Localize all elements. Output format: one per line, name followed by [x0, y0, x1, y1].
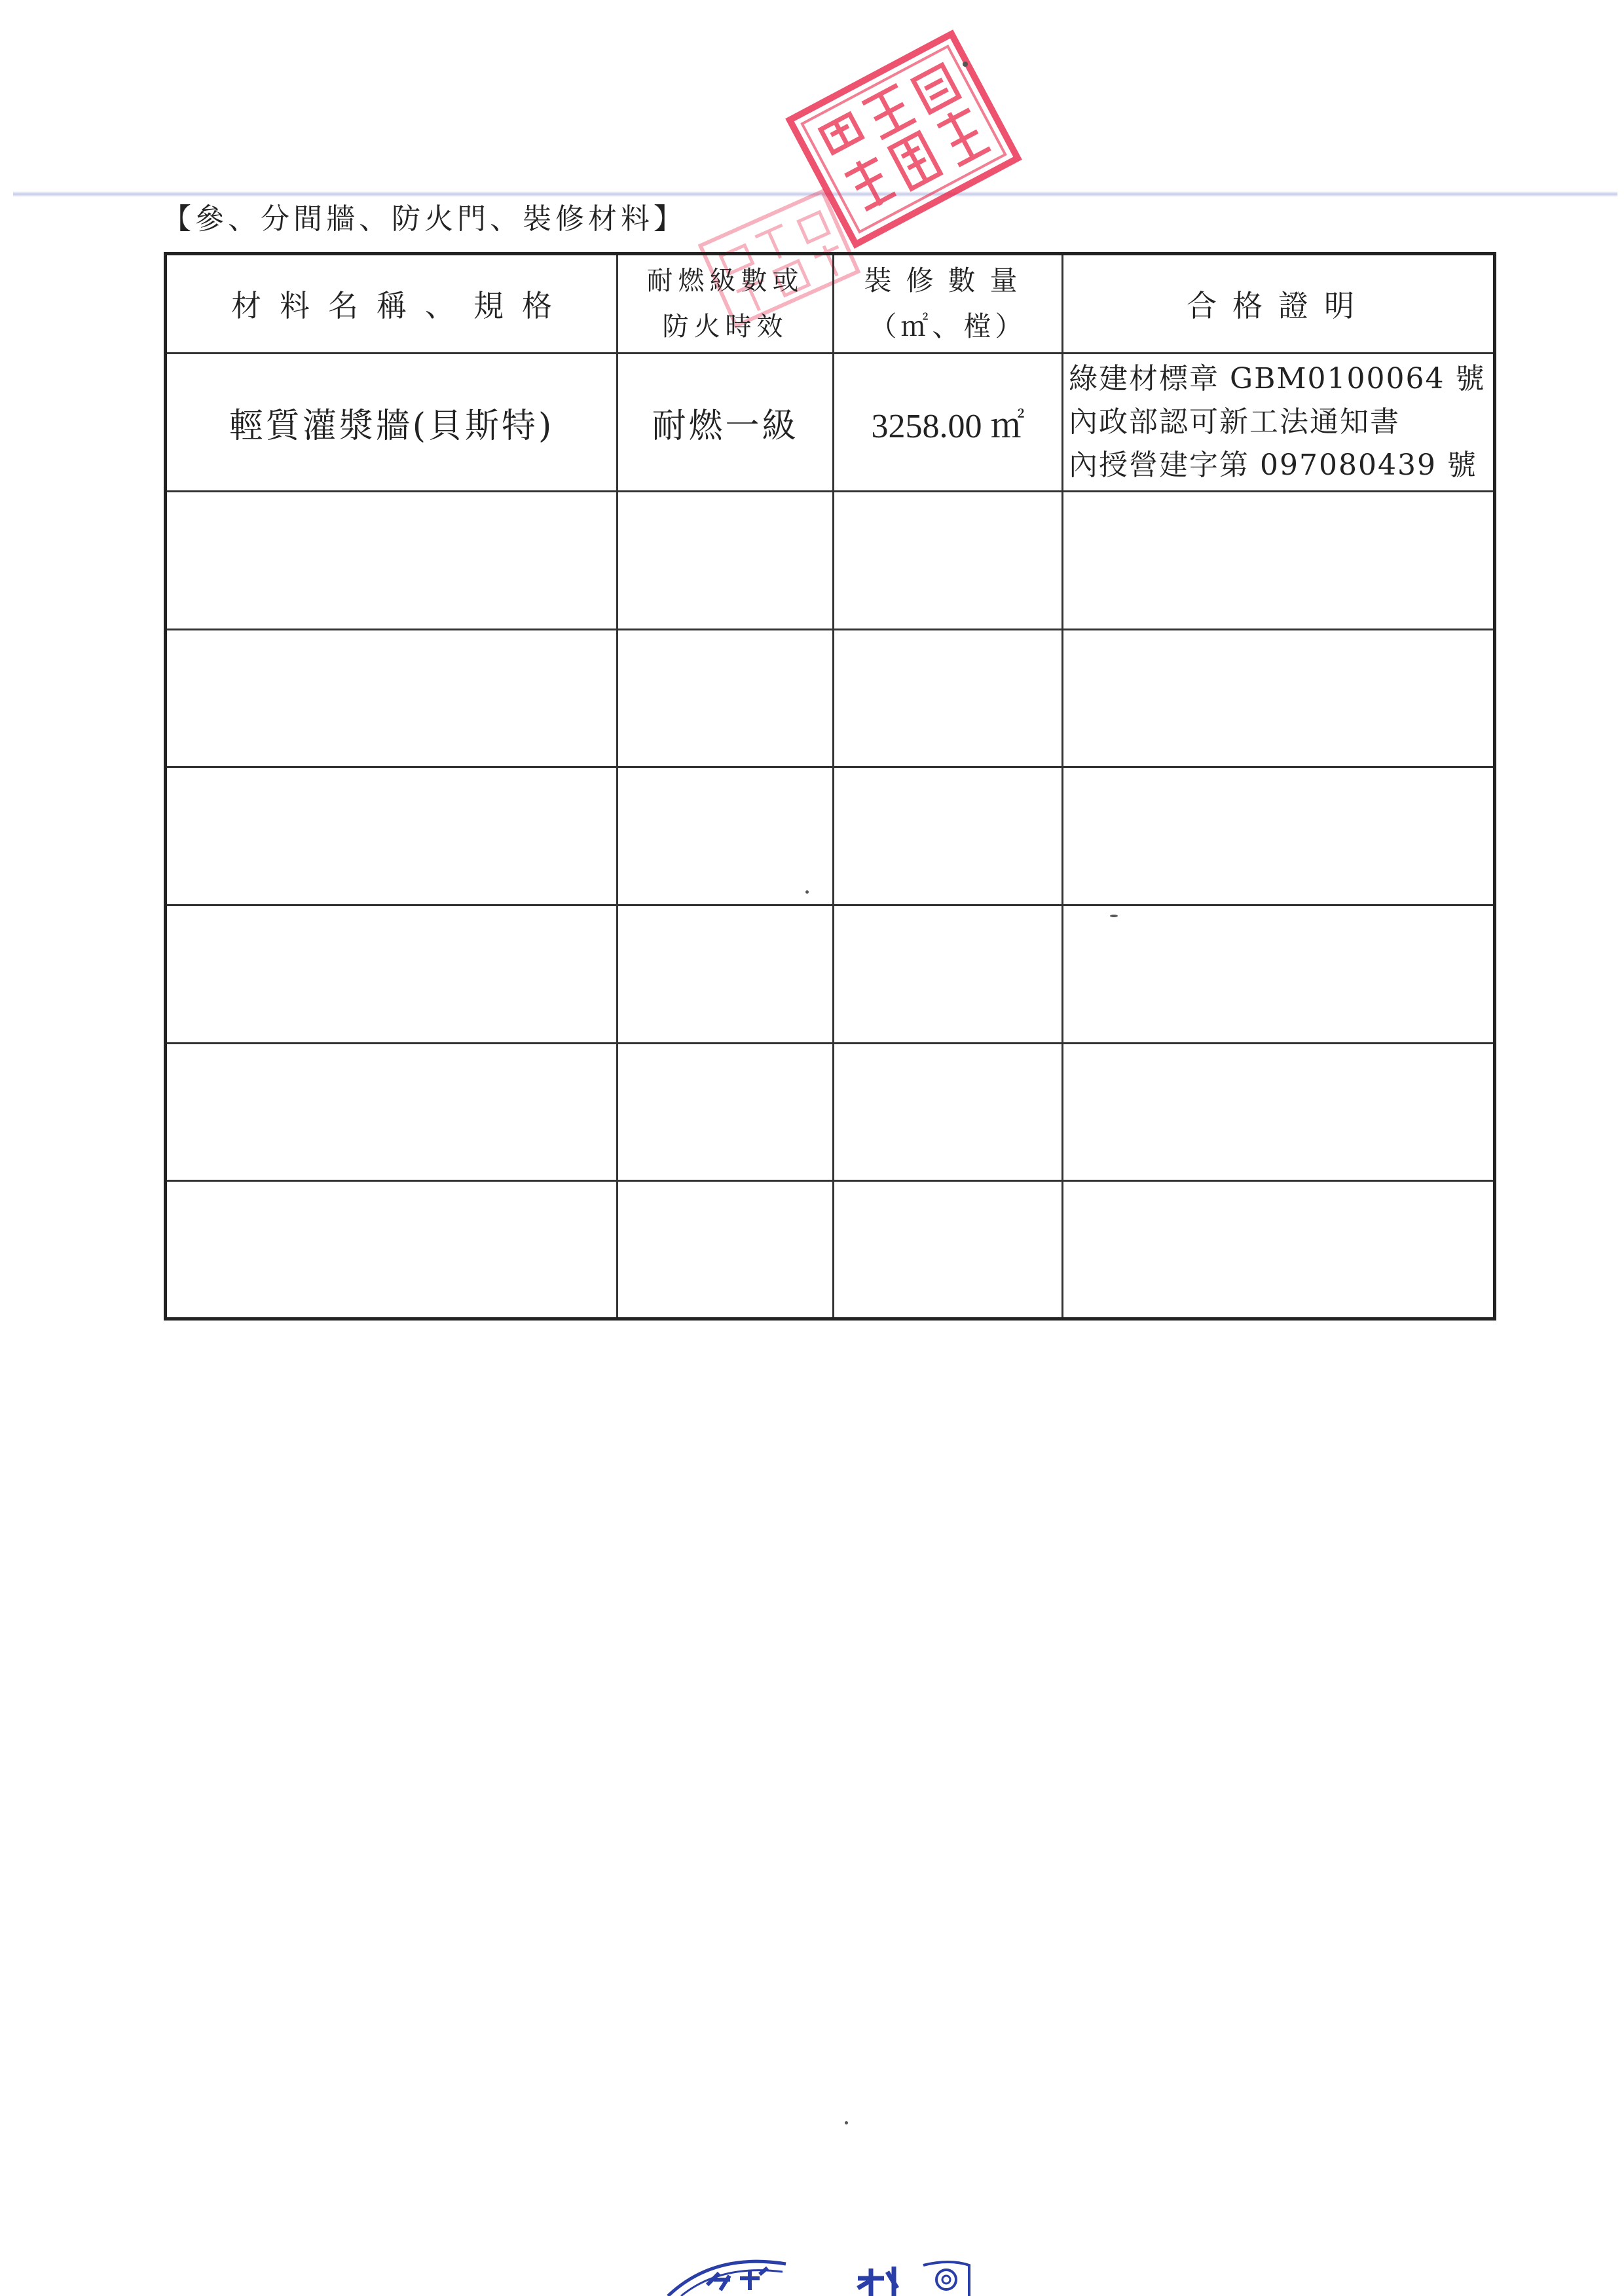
- empty-table-row: [166, 492, 1495, 630]
- material-name-cell: 輕質灌漿牆(貝斯特): [166, 354, 618, 492]
- blue-official-seal-fragment: [661, 2252, 976, 2296]
- certification-line: 內授營建字第 097080439 號: [1069, 448, 1477, 483]
- header-material-name: [166, 254, 618, 354]
- empty-table-row: [166, 1043, 1495, 1181]
- empty-table-row: [166, 1181, 1495, 1319]
- empty-table-row: [166, 629, 1495, 767]
- materials-table: [164, 252, 1496, 1321]
- scan-speck: [805, 890, 809, 894]
- scan-speck: [845, 2121, 848, 2124]
- table-row: [166, 354, 1495, 492]
- certification-cell: [1063, 354, 1495, 492]
- certification-line: 內政部認可新工法通知書: [1069, 405, 1400, 439]
- header-fire-grade: [618, 254, 834, 354]
- section-title: 【參、分間牆、防火門、裝修材料】: [162, 202, 686, 236]
- header-fire-grade-line1: 耐燃級數或: [646, 266, 804, 297]
- header-fire-grade-line2: 防火時效: [662, 312, 788, 342]
- header-certification-label: 合格證明: [1187, 288, 1370, 324]
- empty-table-row: [166, 905, 1495, 1044]
- header-material-name-label: 材料名稱、規格: [231, 288, 570, 324]
- header-quantity: [834, 254, 1063, 354]
- header-quantity-line2: （㎡、樘）: [869, 310, 1027, 343]
- certification-line: 綠建材標章 GBM0100064 號: [1069, 362, 1486, 396]
- table-header-row: [166, 254, 1495, 354]
- quantity-cell: 3258.00 ㎡: [834, 354, 1063, 492]
- header-quantity-line1: 裝修數量: [864, 264, 1032, 297]
- empty-table-row: [166, 767, 1495, 905]
- header-certification: [1063, 254, 1495, 354]
- scan-speck: [1110, 915, 1118, 917]
- scan-speck: [963, 62, 968, 67]
- fire-grade-cell: 耐燃一級: [618, 354, 834, 492]
